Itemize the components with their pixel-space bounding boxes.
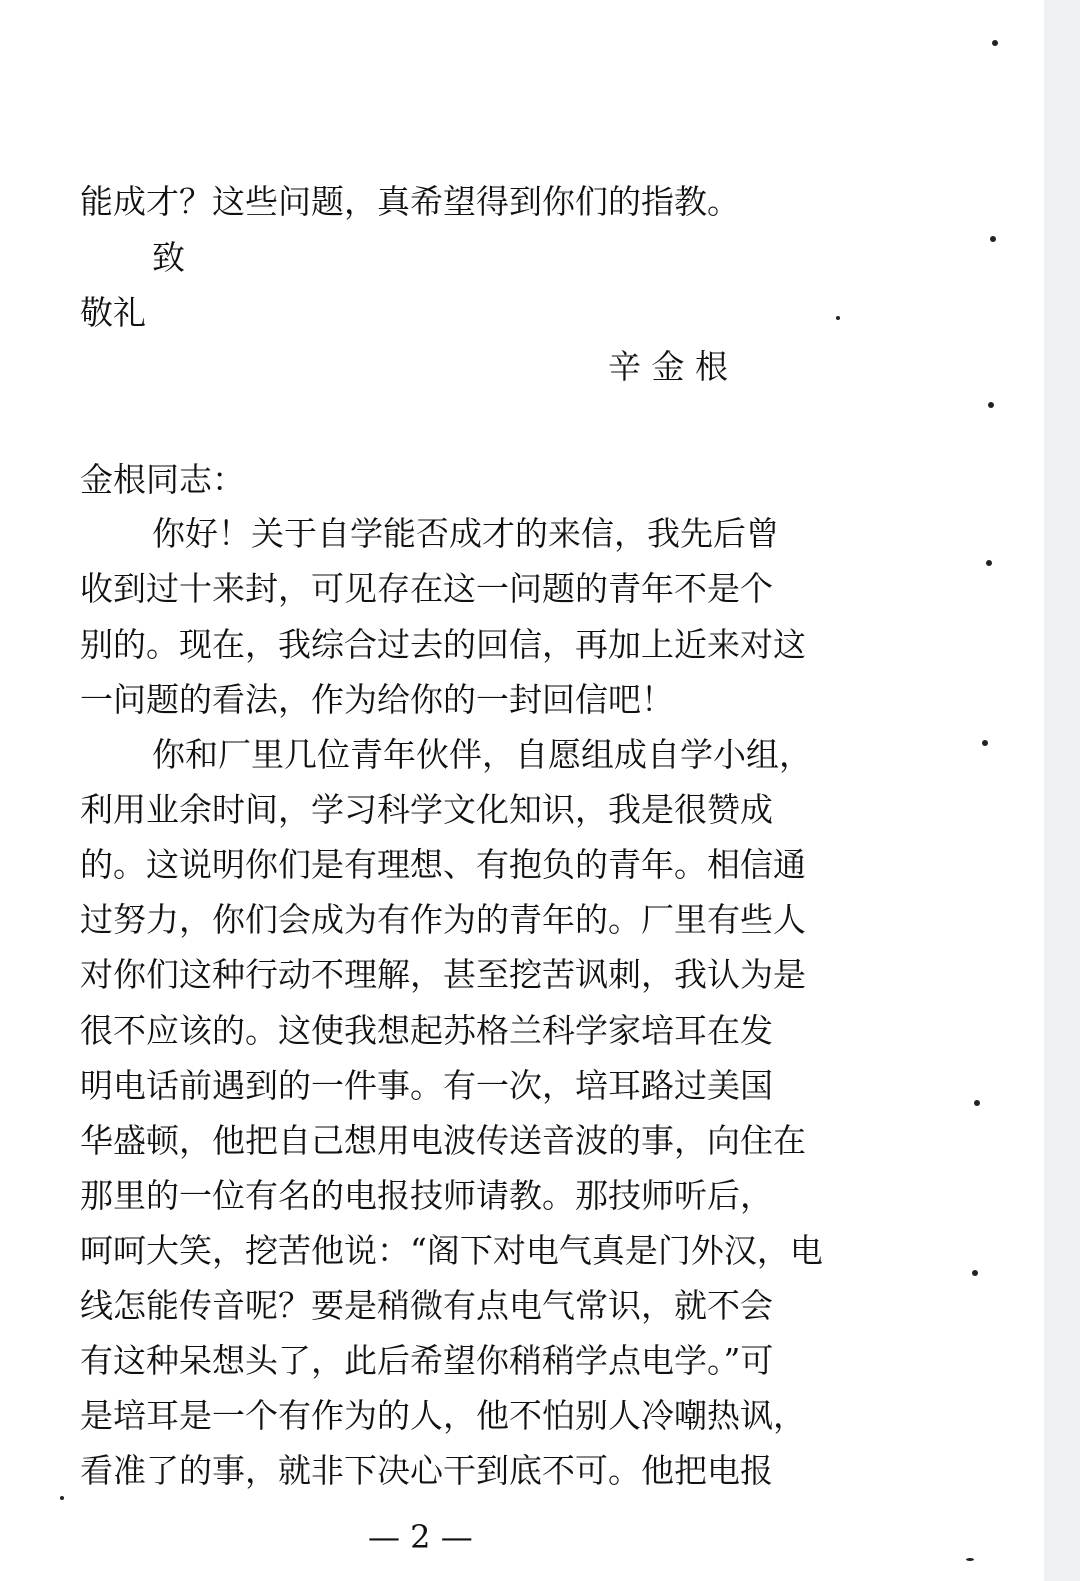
scan-speck (60, 1496, 64, 1500)
salutation-zhi: 致 (152, 238, 185, 277)
letter-closing-line: 能成才？这些问题，真希望得到你们的指教。 (80, 182, 740, 221)
paragraph-line: 华盛顿，他把自己想用电波传送音波的事，向住在 (80, 1121, 806, 1160)
scan-speck (982, 740, 988, 746)
scan-speck (986, 560, 992, 566)
viewer-edge-strip (1044, 0, 1080, 1581)
paragraph-line: 那里的一位有名的电报技师请教。那技师听后， (80, 1176, 773, 1215)
paragraph-line: 线怎能传音呢？要是稍微有点电气常识，就不会 (80, 1286, 773, 1325)
paragraph-line: 明电话前遇到的一件事。有一次，培耳路过美国 (80, 1066, 773, 1105)
paragraph-line: 很不应该的。这使我想起苏格兰科学家培耳在发 (80, 1011, 773, 1050)
paragraph-line: 对你们这种行动不理解，甚至挖苦讽刺，我认为是 (80, 955, 806, 994)
paragraph-line: 呵呵大笑，挖苦他说：“阁下对电气真是门外汉，电 (80, 1231, 823, 1270)
scan-speck (974, 1100, 980, 1106)
paragraph-line: 你好！关于自学能否成才的来信，我先后曾 (152, 514, 779, 553)
paragraph-line: 你和厂里几位青年伙伴，自愿组成自学小组， (152, 735, 812, 774)
paragraph-line: 一问题的看法，作为给你的一封回信吧！ (80, 680, 674, 719)
scan-speck (972, 1270, 978, 1276)
paragraph-line: 利用业余时间，学习科学文化知识，我是很赞成 (80, 790, 773, 829)
paragraph-line: 别的。现在，我综合过去的回信，再加上近来对这 (80, 625, 806, 664)
paragraph-line: 是培耳是一个有作为的人，他不怕别人冷嘲热讽， (80, 1396, 806, 1435)
salutation-jingli: 敬礼 (80, 293, 146, 332)
page-number: — 2 — (368, 1518, 473, 1556)
paragraph-line: 的。这说明你们是有理想、有抱负的青年。相信通 (80, 845, 806, 884)
paragraph-line: 有这种呆想头了，此后希望你稍稍学点电学。”可 (80, 1341, 774, 1380)
scan-speck (988, 402, 994, 408)
scan-speck (966, 1558, 974, 1561)
signature: 辛 金 根 (608, 347, 728, 386)
reply-greeting: 金根同志： (80, 460, 245, 499)
paragraph-line: 过努力，你们会成为有作为的青年的。厂里有些人 (80, 900, 806, 939)
paragraph-line: 看准了的事，就非下决心干到底不可。他把电报 (80, 1451, 773, 1490)
scan-speck (990, 236, 996, 242)
scan-speck (836, 316, 840, 320)
scan-speck (992, 40, 998, 46)
paragraph-line: 收到过十来封，可见存在这一问题的青年不是个 (80, 569, 773, 608)
